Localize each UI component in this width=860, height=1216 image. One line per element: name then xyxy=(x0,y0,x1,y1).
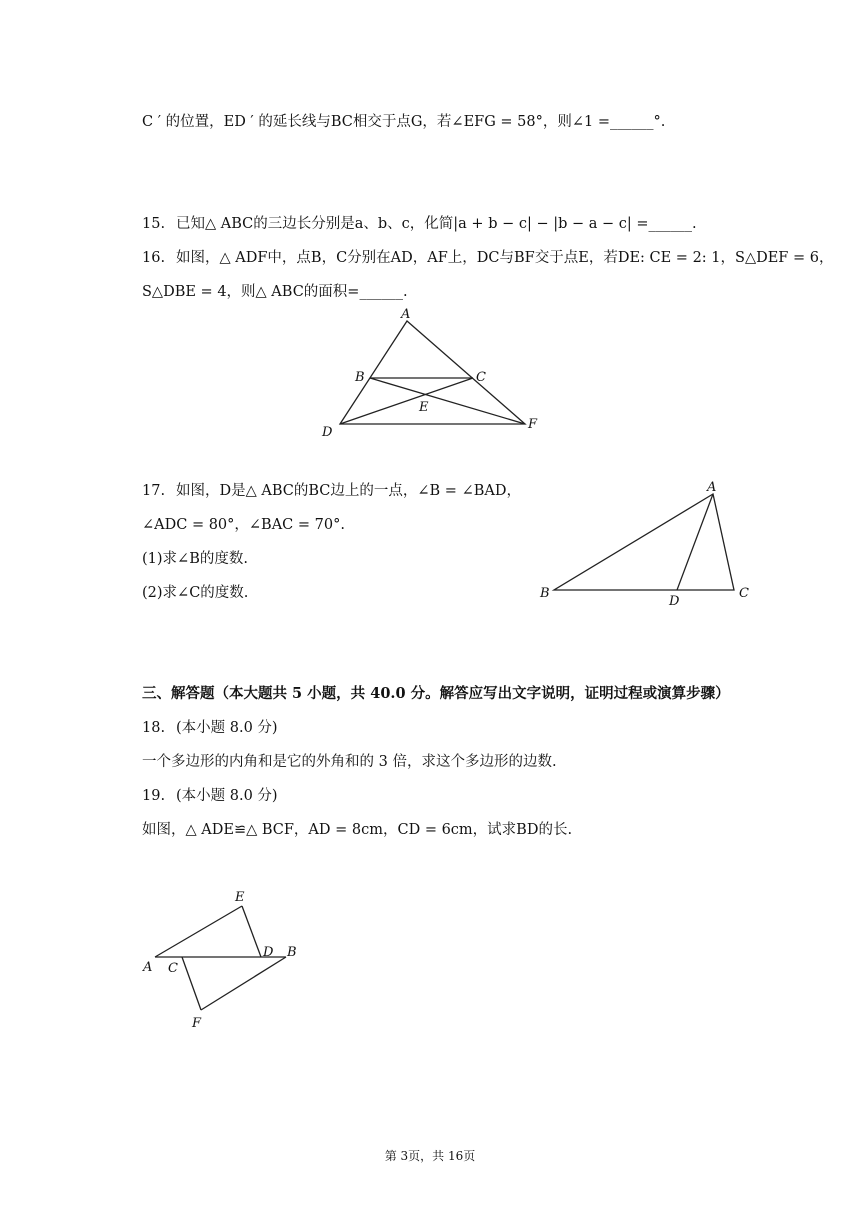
segment-ae xyxy=(155,906,242,957)
q14-continuation: C ′ 的位置，ED ′ 的延长线与BC相交于点G，若∠EFG = 58°，则∠1 =______°. xyxy=(142,114,666,130)
question-text: 如图，△ ADF中，点B，C分别在AD，AF上，DC与BF交于点E，若DE: CE = 2: 1，S△DEF = 6， xyxy=(176,250,834,266)
question-16-line2: S△DBE = 4，则△ ABC的面积=______. xyxy=(142,284,408,300)
question-17-line2: ∠ADC = 80°，∠BAC = 70°. xyxy=(142,517,345,533)
question-17-part2: (2)求∠C的度数. xyxy=(142,585,249,601)
segment-ad xyxy=(677,494,713,590)
segment-ed xyxy=(242,906,261,957)
page-footer: 第 3页，共 16页 xyxy=(384,1149,476,1163)
figure-19 xyxy=(140,884,320,1034)
label-b: B xyxy=(540,586,550,601)
label-c: C xyxy=(476,370,486,385)
label-a: A xyxy=(143,960,153,975)
label-c: C xyxy=(739,586,749,601)
question-18-text: 一个多边形的内角和是它的外角和的 3 倍，求这个多边形的边数. xyxy=(142,754,557,770)
label-c: C xyxy=(168,961,178,976)
question-number: 19. xyxy=(142,788,166,804)
segment-cf xyxy=(182,957,201,1010)
question-17-part1: (1)求∠B的度数. xyxy=(142,551,248,567)
label-e: E xyxy=(419,400,429,415)
triangle-adf xyxy=(340,321,525,424)
question-19-text: 如图，△ ADE≌△ BCF，AD = 8cm，CD = 6cm，试求BD的长. xyxy=(142,822,573,838)
label-a: A xyxy=(707,480,717,495)
label-d: D xyxy=(669,594,680,609)
label-a: A xyxy=(401,307,411,322)
question-text: 如图，D是△ ABC的BC边上的一点，∠B = ∠BAD， xyxy=(176,483,521,499)
question-score: (本小题 8.0 分) xyxy=(176,720,278,736)
segment-fb xyxy=(201,957,286,1010)
question-17 xyxy=(142,481,521,501)
question-16 xyxy=(142,248,833,268)
figure-17 xyxy=(535,478,765,608)
label-b: B xyxy=(355,370,365,385)
question-number: 16. xyxy=(142,250,166,266)
label-d: D xyxy=(322,425,333,440)
question-score: (本小题 8.0 分) xyxy=(176,788,278,804)
question-number: 17. xyxy=(142,483,166,499)
question-number: 15. xyxy=(142,216,166,232)
label-f: F xyxy=(528,417,538,432)
question-15 xyxy=(142,214,697,234)
figure-16 xyxy=(320,306,560,440)
label-f: F xyxy=(192,1016,202,1031)
label-d: D xyxy=(263,945,274,960)
segment-bf xyxy=(370,378,525,424)
question-18 xyxy=(142,718,278,738)
label-e: E xyxy=(235,890,245,905)
question-number: 18. xyxy=(142,720,166,736)
label-b: B xyxy=(287,945,297,960)
question-text: 已知△ ABC的三边长分别是a、b、c，化简|a + b − c| − |b − a − c| =______. xyxy=(176,216,697,232)
question-19 xyxy=(142,786,278,806)
section-heading: 三、解答题（本大题共 5 小题，共 40.0 分。解答应写出文字说明，证明过程或演算步骤） xyxy=(142,685,730,702)
